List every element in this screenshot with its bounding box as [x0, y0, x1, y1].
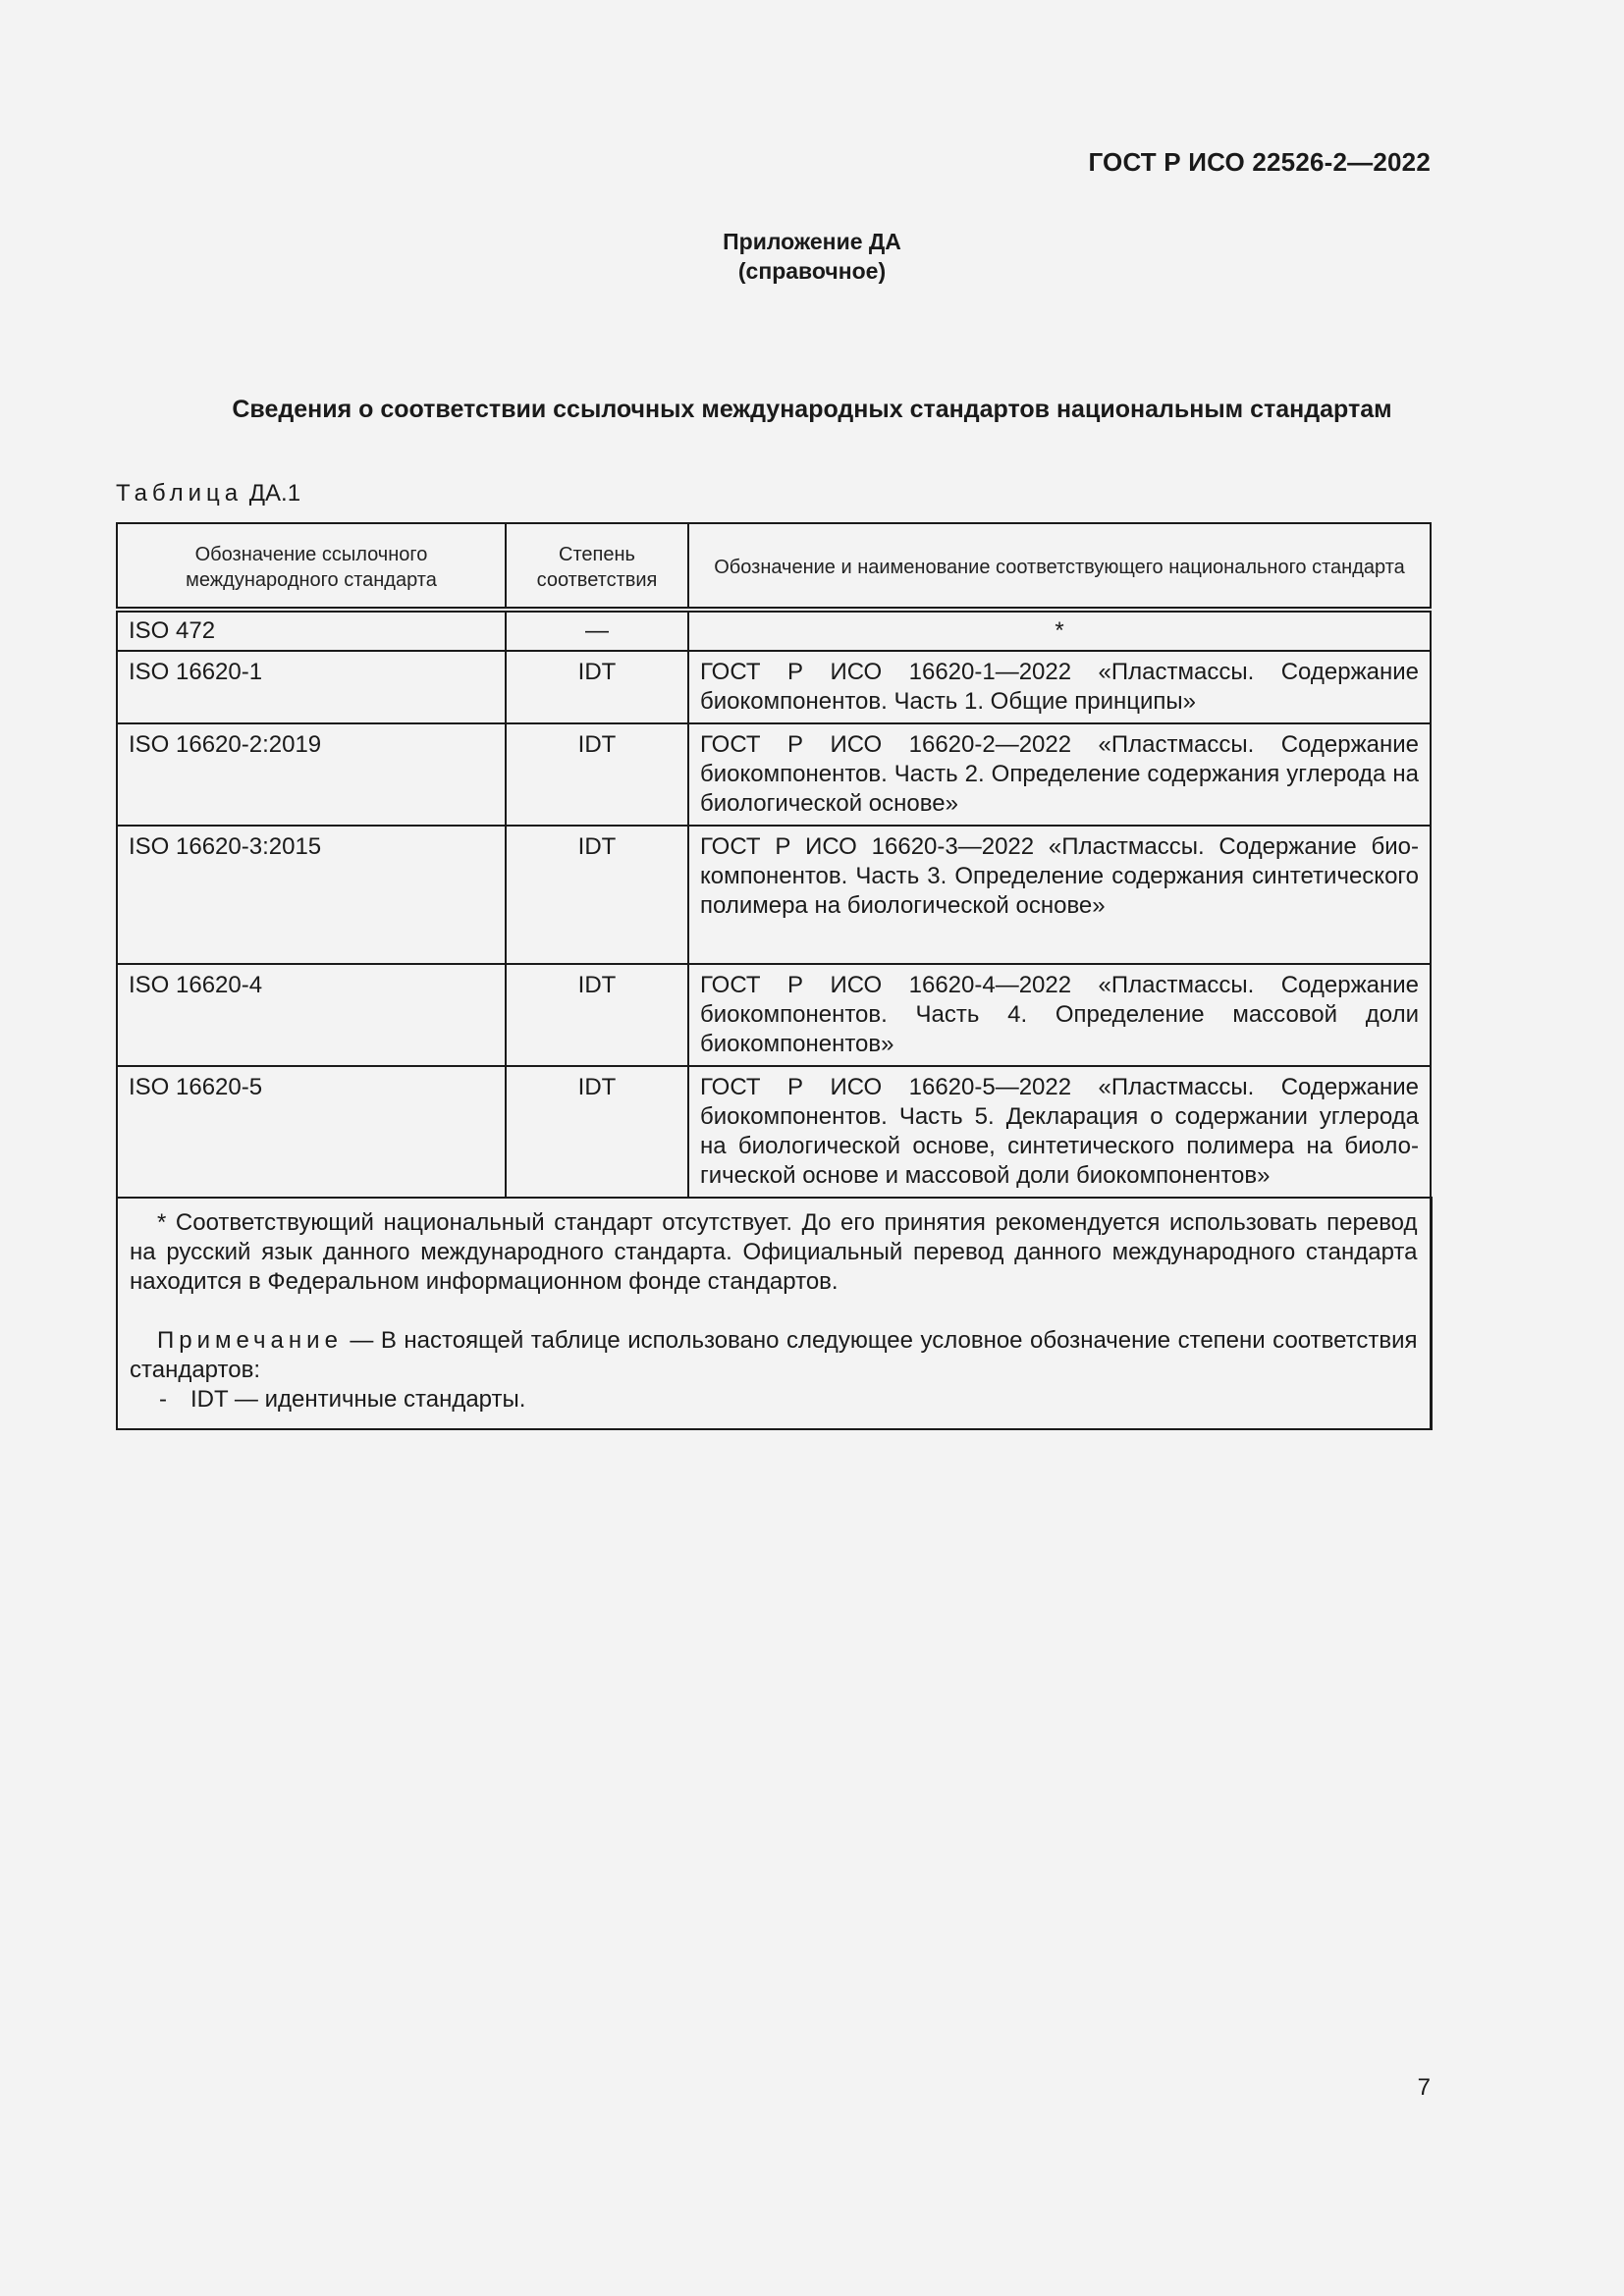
table-footnote-cell	[117, 1198, 1431, 1429]
cell-degree: IDT	[506, 826, 688, 964]
table-row	[117, 826, 1431, 964]
cell-degree: —	[506, 610, 688, 651]
table-caption-label: Таблица	[116, 480, 244, 507]
table-row	[117, 723, 1431, 826]
cell-international-code: ISO 16620-3:2015	[117, 826, 506, 964]
cell-degree: IDT	[506, 723, 688, 826]
section-title: Сведения о соответствии ссылочных международных стандартов национальным стандартам	[232, 396, 1392, 423]
table-row	[117, 1066, 1431, 1198]
note-item-text: IDT — идентичные стандарты.	[190, 1386, 526, 1413]
cell-degree: IDT	[506, 964, 688, 1066]
table-row	[117, 964, 1431, 1066]
appendix-heading	[0, 227, 1624, 286]
cell-international-code: ISO 16620-2:2019	[117, 723, 506, 826]
note-text: — В настоящей таблице использовано следующее условное обозначение степени соответствия стандартов:	[130, 1327, 1418, 1383]
cell-national-standard: ГОСТ Р ИСО 16620-1—2022 «Пластмассы. Содержание биокомпонентов. Часть 1. Общие принципы»	[688, 651, 1431, 723]
table-row	[117, 610, 1431, 651]
table-caption-number: ДА.1	[248, 480, 301, 507]
cell-international-code: ISO 16620-5	[117, 1066, 506, 1198]
header-degree-of-correspondence: Степень соответствия	[506, 523, 688, 610]
appendix-subtitle: (справочное)	[737, 258, 887, 284]
table-row	[117, 651, 1431, 723]
cell-national-standard: ГОСТ Р ИСО 16620-4—2022 «Пластмассы. Содержание биокомпонентов. Часть 4. Определение массовой доли биокомпонентов»	[688, 964, 1431, 1066]
cell-national-standard: ГОСТ Р ИСО 16620-3—2022 «Пластмассы. Содержание биокомпонентов. Часть 3. Определение содержания синтетического полимера на биологической основе»	[688, 826, 1431, 964]
page-number: 7	[1417, 2074, 1431, 2101]
header-national-standard: Обозначение и наименование соответствующего национального стандарта	[688, 523, 1431, 610]
note-list-item	[130, 1385, 1418, 1415]
table-note	[130, 1326, 1418, 1385]
correspondence-table	[116, 522, 1433, 1430]
table-footnote: * Соответствующий национальный стандарт отсутствует. До его принятия рекомендуется использовать перевод на русский язык данного международного стандарта. Официальный перевод данного международного стандарта находится в Федеральном информационном фонде стандартов.	[130, 1209, 1418, 1295]
cell-international-code: ISO 472	[117, 610, 506, 651]
table-caption	[116, 480, 300, 507]
cell-international-code: ISO 16620-4	[117, 964, 506, 1066]
cell-national-standard: ГОСТ Р ИСО 16620-2—2022 «Пластмассы. Содержание биокомпонентов. Часть 2. Определение содержания углерода на биологической основе»	[688, 723, 1431, 826]
appendix-title: Приложение ДА	[723, 229, 901, 254]
table-header-row	[117, 523, 1431, 610]
note-item-dash: -	[159, 1386, 167, 1413]
table-footnote-row	[117, 1198, 1431, 1429]
correspondence-table-wrapper	[116, 522, 1430, 1430]
cell-national-standard: ГОСТ Р ИСО 16620-5—2022 «Пластмассы. Содержание биокомпонентов. Часть 5. Декларация о содержании углерода на биологической основе, синтетического полимера на биологической основе и массовой доли биокомпонентов»	[688, 1066, 1431, 1198]
note-label: Примечание	[157, 1327, 343, 1354]
cell-international-code: ISO 16620-1	[117, 651, 506, 723]
document-designation: ГОСТ Р ИСО 22526-2—2022	[1088, 147, 1431, 177]
cell-national-standard: *	[688, 610, 1431, 651]
cell-degree: IDT	[506, 651, 688, 723]
cell-degree: IDT	[506, 1066, 688, 1198]
header-international-standard: Обозначение ссылочного международного стандарта	[117, 523, 506, 610]
